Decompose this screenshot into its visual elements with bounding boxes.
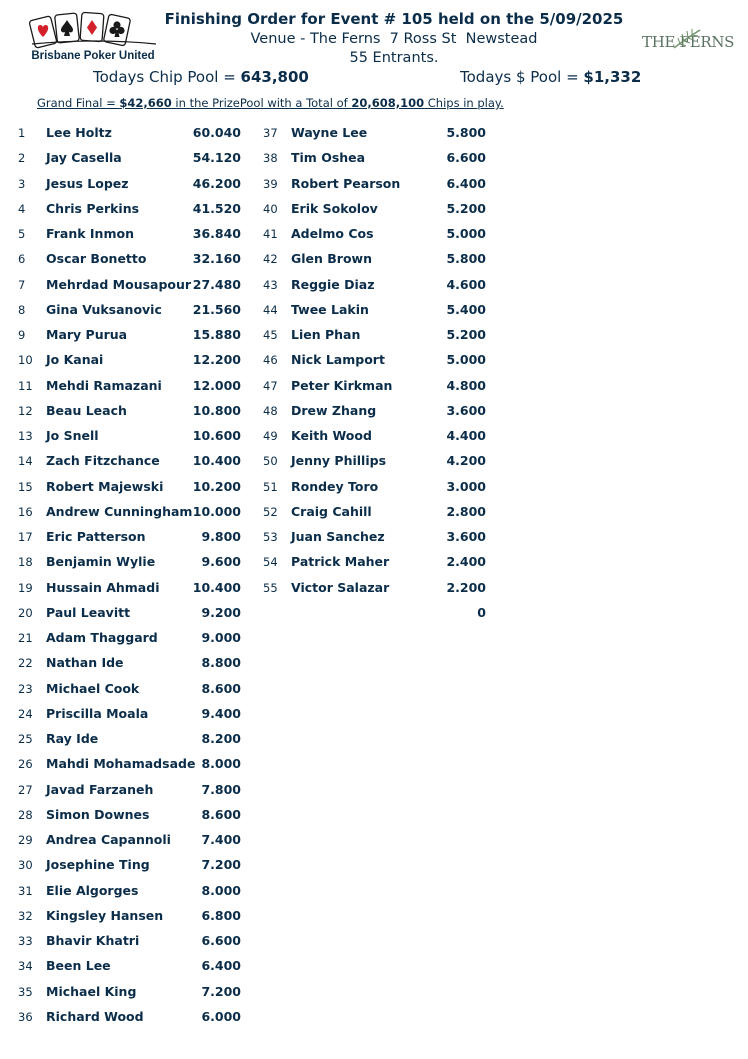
player-rank: 19	[18, 580, 33, 595]
venue-line: Venue - The Ferns 7 Ross St Newstead	[250, 31, 538, 47]
player-rank: 15	[18, 479, 33, 494]
player-rank: 39	[263, 176, 278, 191]
grand-final-line	[37, 96, 504, 110]
player-rank: 1	[18, 126, 26, 140]
player-chips: 8.000	[201, 756, 241, 772]
player-chips: 5.400	[446, 301, 486, 317]
grand-final-suffix: Chips in play.	[424, 96, 504, 110]
player-name: Patrick Maher	[291, 554, 390, 570]
player-chips: 7.800	[201, 781, 241, 797]
player-name: Elie Algorges	[46, 882, 139, 898]
player-chips: 5.200	[446, 327, 486, 342]
player-rank: 52	[263, 504, 278, 519]
player-name: Robert Majewski	[46, 478, 164, 494]
player-chips: 41.520	[192, 200, 241, 216]
player-rank: 53	[263, 530, 278, 544]
player-name: Tim Oshea	[291, 150, 366, 166]
player-chips: 6.800	[201, 907, 241, 923]
player-name: Andrew Cunningham	[46, 503, 193, 519]
player-rank: 14	[18, 454, 33, 469]
player-rank: 11	[18, 378, 33, 393]
player-rank: 13	[18, 429, 33, 443]
player-name: Drew Zhang	[291, 402, 377, 418]
player-name: Nick Lamport	[291, 352, 385, 368]
player-chips: 2.800	[446, 503, 486, 519]
chip-pool	[93, 68, 309, 86]
player-name: Oscar Bonetto	[46, 251, 147, 267]
player-chips: 7.200	[201, 983, 241, 999]
player-chips: 5.200	[446, 200, 486, 216]
player-rank: 38	[263, 151, 278, 166]
player-rank: 6	[18, 252, 26, 267]
player-chips: 3.600	[446, 402, 486, 418]
player-chips: 7.400	[201, 832, 241, 847]
player-chips: 32.160	[192, 251, 241, 267]
player-name: Richard Wood	[46, 1008, 144, 1024]
player-rank: 18	[18, 555, 33, 570]
player-name: Glen Brown	[291, 251, 372, 267]
player-rank: 26	[18, 757, 33, 772]
grand-final-prefix: Grand Final =	[37, 96, 120, 110]
player-rank: 2	[18, 151, 26, 166]
player-chips: 6.400	[446, 175, 486, 191]
chip-pool-label: Todays Chip Pool =	[93, 68, 241, 86]
player-rank: 31	[18, 883, 33, 898]
player-name: Mary Purua	[46, 327, 128, 342]
player-name: Adam Thaggard	[46, 630, 158, 645]
player-name: Juan Sanchez	[291, 529, 385, 544]
grand-final-chips: 20,608,100	[351, 96, 425, 110]
player-chips: 10.200	[192, 478, 241, 494]
player-chips: 21.560	[192, 301, 241, 317]
player-name: Priscilla Moala	[46, 705, 149, 721]
player-name: Wayne Lee	[291, 125, 368, 140]
player-name: Rondey Toro	[291, 478, 379, 494]
player-rank: 25	[18, 732, 33, 746]
player-name: Jo Kanai	[46, 352, 104, 368]
player-rank: 50	[263, 454, 278, 469]
player-name: Hussain Ahmadi	[46, 579, 160, 595]
player-name: Peter Kirkman	[291, 377, 393, 393]
player-rank: 10	[18, 353, 33, 368]
player-chips: 4.800	[446, 377, 486, 393]
player-rank: 44	[263, 302, 278, 317]
dollar-pool-label: Todays $ Pool =	[460, 68, 584, 86]
player-name: Ray Ide	[46, 731, 99, 746]
player-chips: 5.000	[446, 226, 486, 241]
player-rank: 43	[263, 277, 278, 292]
player-rank: 22	[18, 656, 33, 671]
entrants-count: 55 Entrants.	[349, 50, 439, 66]
player-chips: 27.480	[192, 276, 241, 292]
player-chips: 4.400	[446, 428, 486, 443]
player-chips: 4.600	[446, 276, 486, 292]
player-chips: 60.040	[192, 125, 241, 140]
player-chips: 8.200	[201, 731, 241, 746]
player-chips: 2.400	[446, 554, 486, 570]
player-name: Nathan Ide	[46, 655, 124, 671]
player-rank: 33	[18, 934, 33, 948]
player-name: Lien Phan	[291, 327, 361, 342]
player-rank: 27	[18, 782, 33, 797]
dollar-pool-value: $1,332	[583, 68, 642, 86]
player-chips: 6.000	[201, 1008, 241, 1024]
player-rank: 16	[18, 504, 33, 519]
player-name: Paul Leavitt	[46, 604, 131, 620]
player-name: Twee Lakin	[291, 301, 369, 317]
player-chips: 54.120	[192, 150, 241, 166]
grand-final-middle: in the PrizePool with a Total of	[171, 96, 352, 110]
player-chips: 9.200	[201, 604, 241, 620]
player-rank: 5	[18, 227, 26, 241]
player-rank: 17	[18, 530, 33, 544]
player-chips: 12.200	[192, 352, 241, 368]
player-rank: 23	[18, 681, 33, 696]
player-rank: 37	[263, 126, 278, 140]
player-name: Mehdi Ramazani	[46, 377, 162, 393]
player-chips: 9.000	[201, 630, 241, 645]
player-chips: 10.000	[192, 503, 241, 519]
player-name: Zach Fitzchance	[46, 453, 160, 469]
player-rank: 48	[263, 403, 278, 418]
chip-pool-value: 643,800	[240, 68, 309, 86]
player-rank: 3	[18, 176, 26, 191]
player-chips: 15.880	[192, 327, 241, 342]
player-rank: 30	[18, 858, 33, 873]
player-rank: 47	[263, 378, 278, 393]
player-chips: 5.800	[446, 125, 486, 140]
player-name: Josephine Ting	[46, 857, 150, 873]
player-rank: 46	[263, 353, 278, 368]
player-chips: 6.600	[201, 933, 241, 948]
player-rank: 36	[18, 1009, 33, 1024]
player-chips: 12.000	[192, 377, 241, 393]
player-rank: 55	[263, 580, 278, 595]
player-chips: 0	[477, 604, 486, 620]
player-rank: 8	[18, 302, 26, 317]
player-chips: 9.800	[201, 529, 241, 544]
player-name: Erik Sokolov	[291, 200, 378, 216]
player-name: Mahdi Mohamadsade	[46, 756, 196, 772]
player-rank: 41	[263, 227, 278, 241]
player-name: Benjamin Wylie	[46, 554, 156, 570]
player-chips: 8.600	[201, 806, 241, 822]
player-name: Eric Patterson	[46, 529, 146, 544]
player-chips: 8.000	[201, 882, 241, 898]
player-name: Javad Farzaneh	[46, 781, 154, 797]
player-chips: 7.200	[201, 857, 241, 873]
player-name: Been Lee	[46, 958, 111, 974]
player-name: Robert Pearson	[291, 175, 401, 191]
player-name: Adelmo Cos	[291, 226, 374, 241]
player-chips: 10.400	[192, 453, 241, 469]
player-rank: 7	[18, 277, 26, 292]
player-name: Keith Wood	[291, 428, 372, 443]
player-rank: 49	[263, 429, 278, 443]
ferns-logo-text: THE FERNS	[642, 33, 735, 51]
player-name: Victor Salazar	[291, 579, 390, 595]
player-rank: 51	[263, 479, 278, 494]
player-chips: 6.400	[201, 958, 241, 974]
player-rank: 29	[18, 833, 33, 847]
player-chips: 10.400	[192, 579, 241, 595]
player-name: Craig Cahill	[291, 503, 372, 519]
player-chips: 8.600	[201, 680, 241, 696]
player-rank: 42	[263, 252, 278, 267]
player-rank: 35	[18, 984, 33, 999]
player-rank: 4	[18, 201, 26, 216]
player-name: Frank Inmon	[46, 226, 134, 241]
player-rank: 12	[18, 403, 33, 418]
player-name: Reggie Diaz	[291, 276, 375, 292]
player-rank: 34	[18, 959, 33, 974]
player-rank: 9	[18, 328, 26, 342]
player-name: Kingsley Hansen	[46, 907, 164, 923]
player-name: Mehrdad Mousapour	[46, 276, 192, 292]
player-chips: 46.200	[192, 175, 241, 191]
player-name: Chris Perkins	[46, 200, 140, 216]
player-chips: 3.600	[446, 529, 486, 544]
player-chips: 10.800	[192, 402, 241, 418]
player-name: Bhavir Khatri	[46, 933, 140, 948]
player-name: Jenny Phillips	[291, 453, 387, 469]
grand-final-prize: $42,660	[119, 96, 172, 110]
player-rank: 24	[18, 706, 33, 721]
player-rank: 21	[18, 631, 33, 645]
player-rank: 32	[18, 908, 33, 923]
player-name: Gina Vuksanovic	[46, 301, 162, 317]
player-name: Lee Holtz	[46, 125, 112, 140]
player-chips: 8.800	[201, 655, 241, 671]
player-name: Jo Snell	[46, 428, 99, 443]
player-chips: 5.800	[446, 251, 486, 267]
player-rank: 20	[18, 605, 33, 620]
player-name: Andrea Capannoli	[46, 832, 171, 847]
player-chips: 5.000	[446, 352, 486, 368]
dollar-pool	[460, 68, 641, 86]
player-chips: 9.400	[201, 705, 241, 721]
player-chips: 10.600	[192, 428, 241, 443]
player-name: Simon Downes	[46, 806, 150, 822]
page-title: Finishing Order for Event # 105 held on the 5/09/2025	[164, 10, 624, 28]
player-rank: 54	[263, 555, 278, 570]
player-rank: 40	[263, 201, 278, 216]
player-name: Michael King	[46, 983, 137, 999]
player-chips: 36.840	[192, 226, 241, 241]
player-chips: 9.600	[201, 554, 241, 570]
player-name: Jesus Lopez	[46, 175, 129, 191]
player-name: Jay Casella	[46, 150, 122, 166]
player-chips: 2.200	[446, 579, 486, 595]
player-rank: 45	[263, 328, 278, 342]
player-chips: 4.200	[446, 453, 486, 469]
player-name: Beau Leach	[46, 402, 127, 418]
brand-name: Brisbane Poker United	[31, 50, 155, 62]
player-rank: 28	[18, 807, 33, 822]
player-chips: 3.000	[446, 478, 486, 494]
player-name: Michael Cook	[46, 680, 140, 696]
player-chips: 6.600	[446, 150, 486, 166]
